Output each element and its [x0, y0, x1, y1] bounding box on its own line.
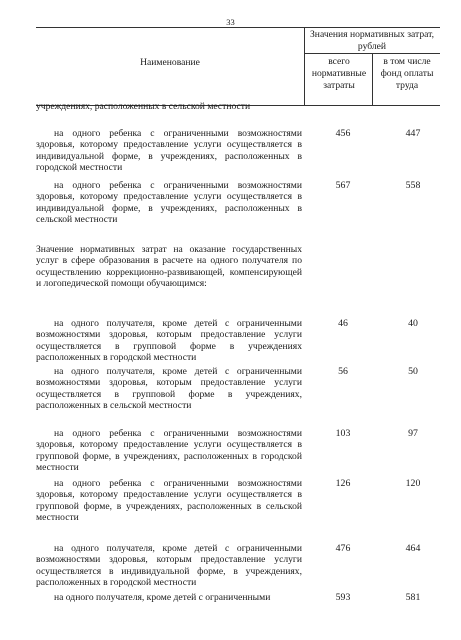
row-text-content: на одного ребенка с ограниченными возможностями здоровья, которому предоставление услуги осуществляется в индивидуальной форме, в учреждениях, расположенных в сельской местности	[36, 180, 302, 226]
row-payroll: 40	[408, 318, 418, 329]
row-total: 103	[335, 428, 351, 439]
row-payroll: 120	[405, 478, 421, 489]
row-text	[36, 180, 302, 226]
section-paragraph: Значение нормативных затрат на оказание государственных услуг в сфере образования в расчете на одного получателя по осуществлению коррекционно-развивающей, компенсирующей и логопедической помощи обучающимся:	[36, 244, 302, 290]
row-payroll: 50	[408, 366, 418, 377]
row-total: 126	[335, 478, 351, 489]
row-payroll: 581	[405, 592, 421, 603]
row-total: 567	[335, 180, 351, 191]
row-payroll: 464	[405, 543, 421, 554]
header-col-total: всего нормативные затраты	[311, 56, 367, 91]
row-text	[36, 128, 302, 174]
row-text	[36, 543, 302, 589]
row-total: 56	[338, 366, 348, 377]
row-text: учреждениях, расположенных в сельской местности	[36, 101, 251, 112]
row-total: 46	[338, 318, 348, 329]
table-header	[36, 27, 440, 106]
row-payroll: 97	[408, 428, 418, 439]
row-payroll: 558	[405, 180, 421, 191]
row-text-content: на одного ребенка с ограниченными возможностями здоровья, которому предоставление услуги осуществляется в групповой форме, в учреждениях, расположенных в городской местности	[36, 428, 302, 474]
row-total: 593	[335, 592, 351, 603]
header-values-group: Значения нормативных затрат, рублей	[310, 29, 434, 52]
row-total: 456	[335, 128, 351, 139]
row-text	[36, 478, 302, 524]
row-text-content: на одного ребенка с ограниченными возможностями здоровья, которому предоставление услуги осуществляется в групповой форме, в учреждениях, расположенных в сельской местности	[36, 478, 302, 524]
row-text	[36, 592, 302, 603]
row-total: 476	[335, 543, 351, 554]
row-text-content: на одного ребенка с ограниченными возможностями здоровья, которому предоставление услуги осуществляется в индивидуальной форме, в учреждениях, расположенных в городской местности	[36, 128, 302, 174]
header-col-payroll: в том числе фонд оплаты труда	[380, 56, 434, 91]
row-text	[36, 366, 302, 412]
row-text-content: на одного получателя, кроме детей с ограниченными возможностями здоровья, которым предоставление услуги осуществляется в групповой форме в учреждениях расположенных в городской местности	[36, 318, 302, 364]
page-number: 33	[226, 17, 235, 27]
row-text-content: на одного получателя, кроме детей с ограниченными возможностями здоровья, которым предоставление услуги осуществляется в групповой форме в учреждениях, расположенных в сельской местности	[36, 366, 302, 412]
row-text	[36, 428, 302, 474]
row-payroll: 447	[405, 128, 421, 139]
header-name-col: Наименование	[140, 57, 200, 68]
row-text-content: на одного получателя, кроме детей с ограниченными возможностями здоровья, которым предоставление услуги осуществляется в индивидуальной форме, в учреждениях, расположенных в городской местности	[36, 543, 302, 589]
row-text	[36, 318, 302, 364]
row-text-content: на одного получателя, кроме детей с ограниченными	[54, 592, 271, 603]
